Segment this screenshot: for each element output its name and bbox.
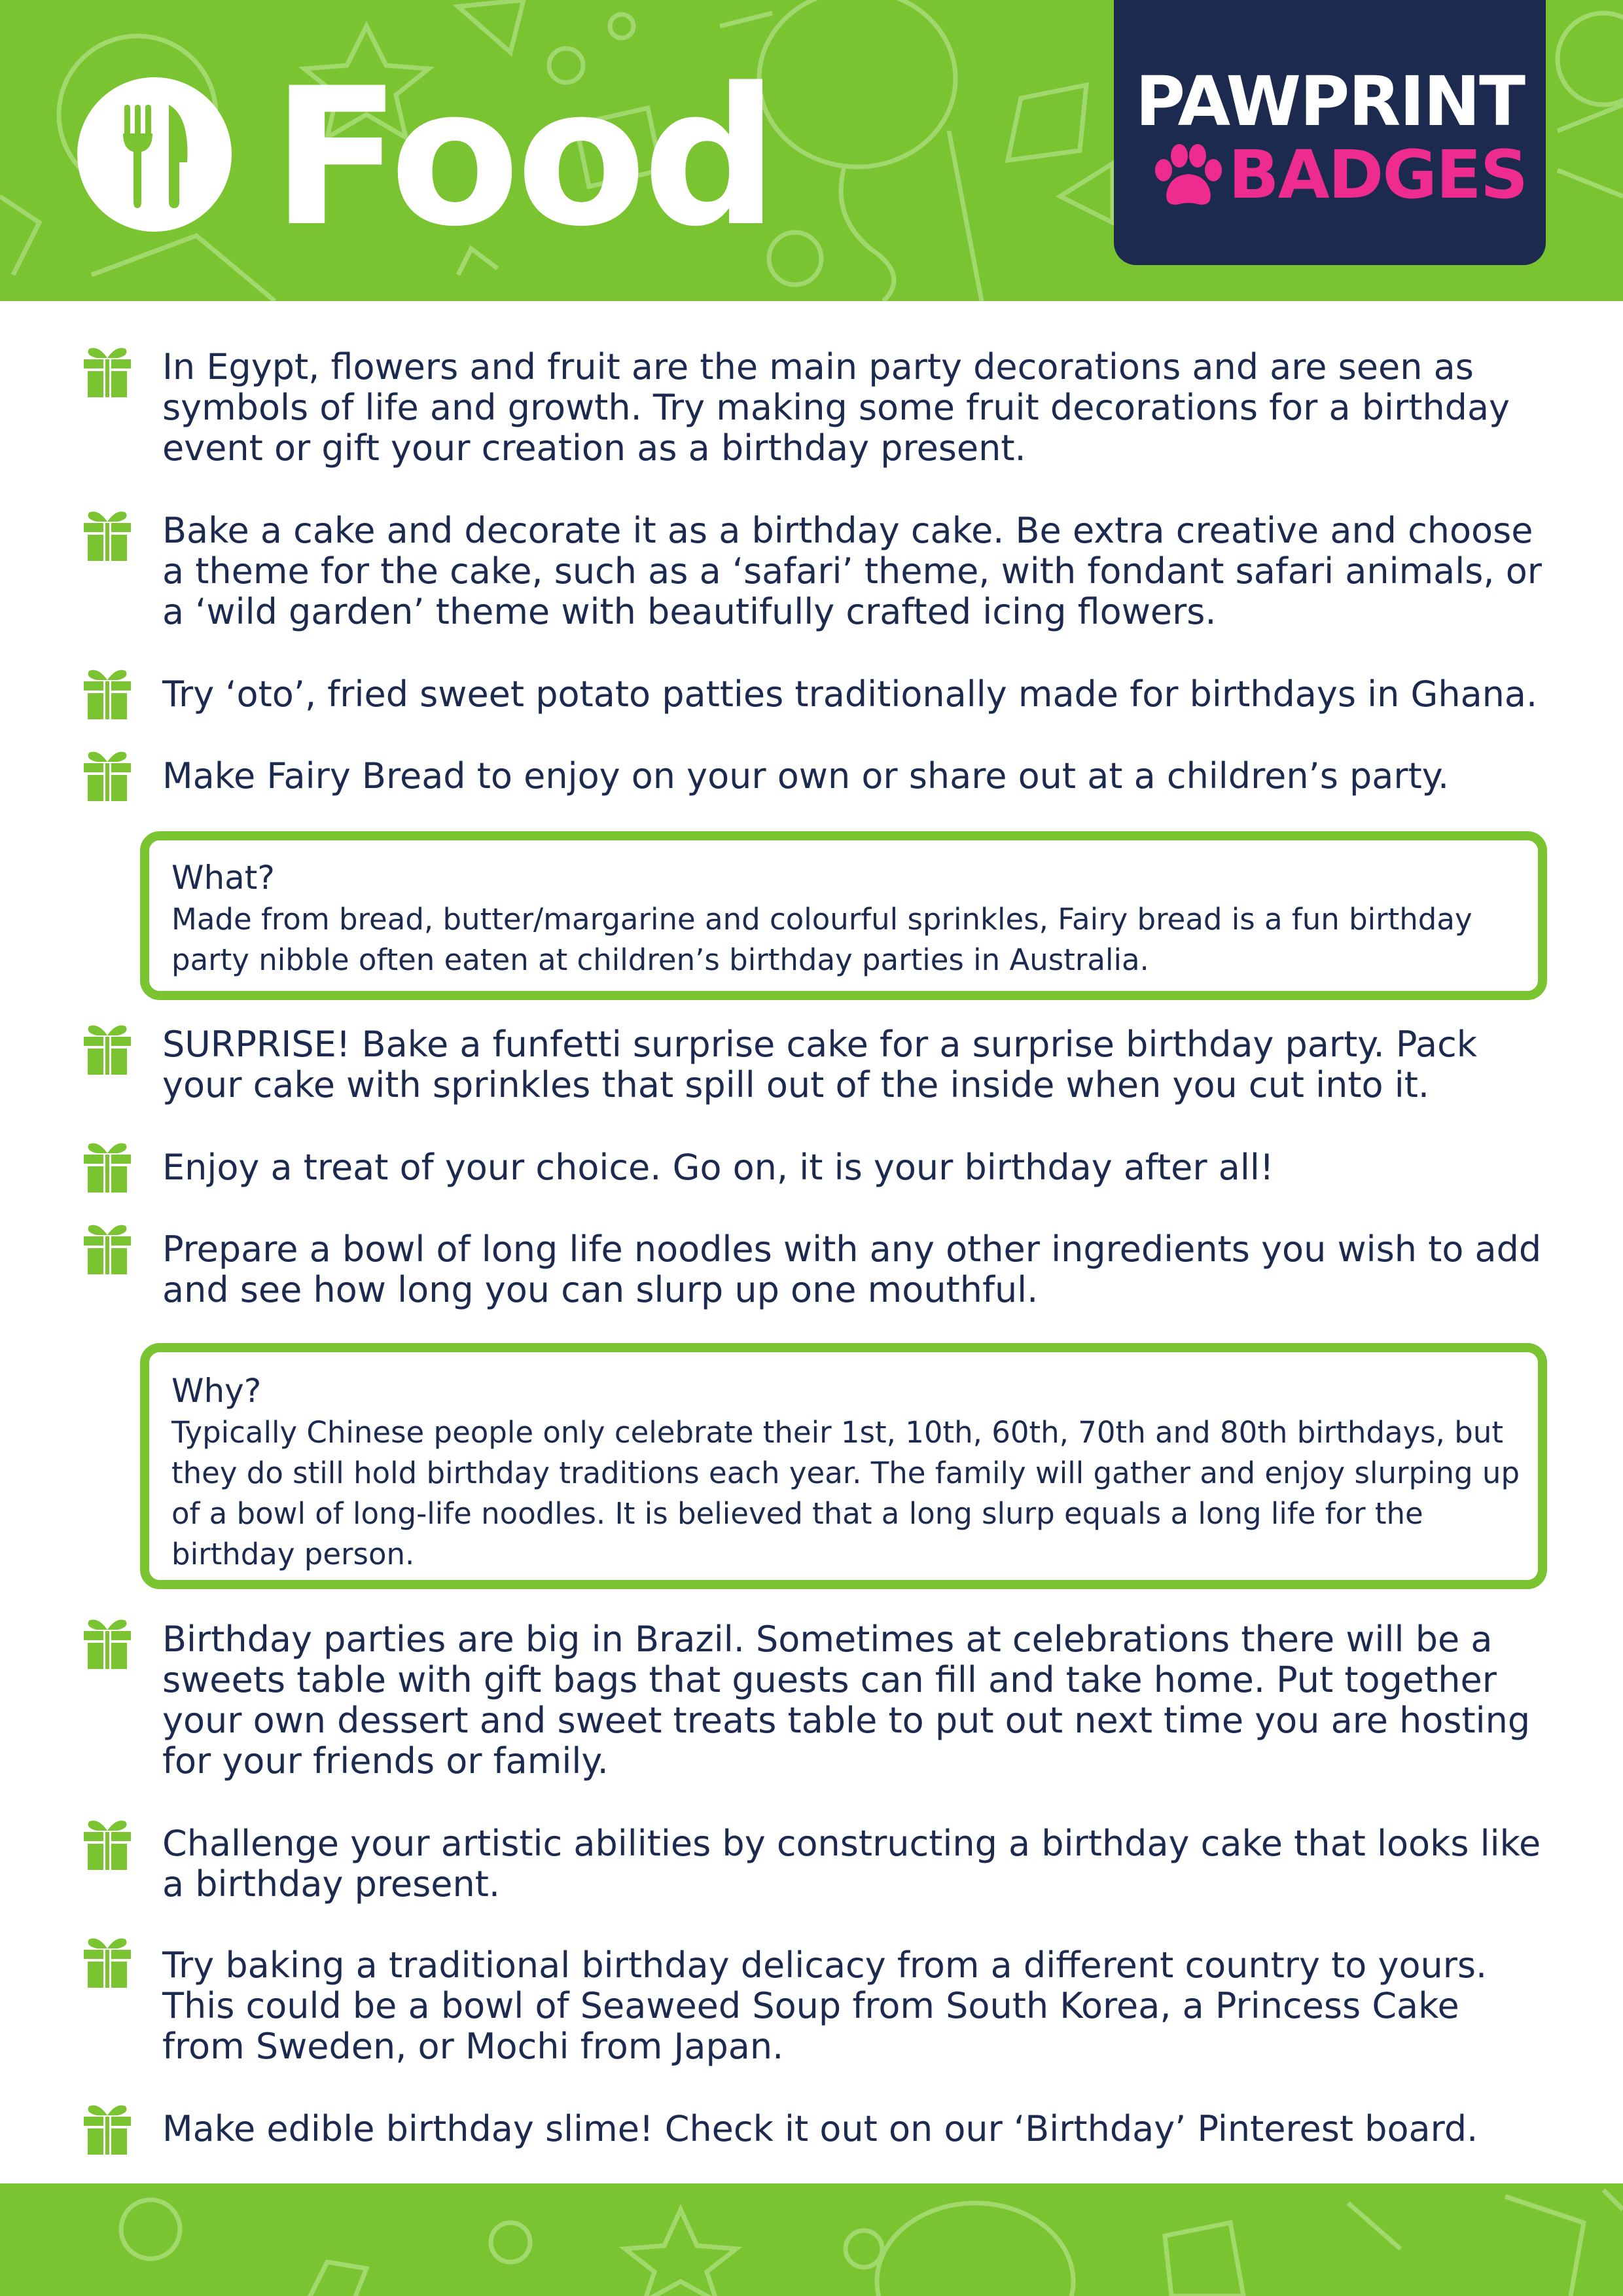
party-doodles-decoration: [0, 2183, 1623, 2296]
paw-icon: [1152, 143, 1224, 208]
gift-icon: [80, 747, 135, 802]
info-box-body: Made from bread, butter/margarine and colourful sprinkles, Fairy bread is a fun birthday party nibble often eaten at children’s birthday parties in Australia.: [171, 902, 1472, 977]
gift-icon: [80, 1221, 135, 1276]
footer-banner: [0, 2183, 1623, 2296]
list-item: Bake a cake and decorate it as a birthday cake. Be extra creative and choose a theme for the cake, such as a ‘safari’ theme, with fondant safari animals, or a ‘wild garden’ theme with beautifully crafted icing flowers.: [162, 510, 1542, 632]
list-item: Enjoy a treat of your choice. Go on, it is your birthday after all!: [162, 1147, 1274, 1188]
brand-line-2: BADGES: [1228, 136, 1527, 214]
gift-icon: [80, 507, 135, 562]
info-box-what: [140, 831, 1547, 1000]
fork-knife-icon: [77, 77, 232, 232]
info-box-title: Why?: [171, 1372, 262, 1410]
info-box-body: Typically Chinese people only celebrate their 1st, 10th, 60th, 70th and 80th birthdays, but they do still hold birthday traditions each year. The family will gather and enjoy slurping up of a bowl of long-life noodles. It is believed that a long slurp equals a long life for the birthday person.: [171, 1415, 1520, 1571]
brand-line-1: PAWPRINT: [1135, 62, 1525, 141]
list-item: Birthday parties are big in Brazil. Sometimes at celebrations there will be a sweets table with gift bags that guests can fill and take home. Put together your own dessert and sweet treats table to put out next time you are hosting for your friends or family.: [162, 1619, 1531, 1782]
list-item: In Egypt, flowers and fruit are the main party decorations and are seen as symbols of life and growth. Try making some fruit decorations for a birthday event or gift your creation as a birthday present.: [162, 346, 1510, 469]
info-box-title: What?: [171, 859, 275, 897]
list-item: Challenge your artistic abilities by constructing a birthday cake that looks like a birthday present.: [162, 1823, 1541, 1905]
gift-icon: [80, 666, 135, 721]
gift-icon: [80, 1816, 135, 1871]
list-item: SURPRISE! Bake a funfetti surprise cake for a surprise birthday party. Pack your cake with sprinkles that spill out of the inside when you cut into it.: [162, 1024, 1478, 1105]
brand-logo: [1114, 0, 1546, 265]
gift-icon: [80, 1934, 135, 1989]
info-box-why: [140, 1343, 1547, 1589]
list-item: Try baking a traditional birthday delicacy from a different country to yours. This could be a bowl of Seaweed Soup from South Korea, a Princess Cake from Sweden, or Mochi from Japan.: [162, 1945, 1488, 2067]
list-item: Prepare a bowl of long life noodles with any other ingredients you wish to add and see how long you can slurp up one mouthful.: [162, 1229, 1542, 1310]
gift-icon: [80, 2101, 135, 2156]
list-item: Make Fairy Bread to enjoy on your own or share out at a children’s party.: [162, 755, 1450, 797]
list-item: Try ‘oto’, fried sweet potato patties traditionally made for birthdays in Ghana.: [162, 673, 1538, 715]
header-banner: [0, 0, 1623, 301]
page-title: Food: [272, 48, 775, 268]
gift-icon: [80, 1021, 135, 1076]
list-item: Make edible birthday slime! Check it out on our ‘Birthday’ Pinterest board.: [162, 2108, 1478, 2149]
gift-icon: [80, 1615, 135, 1670]
gift-icon: [80, 344, 135, 399]
gift-icon: [80, 1139, 135, 1194]
